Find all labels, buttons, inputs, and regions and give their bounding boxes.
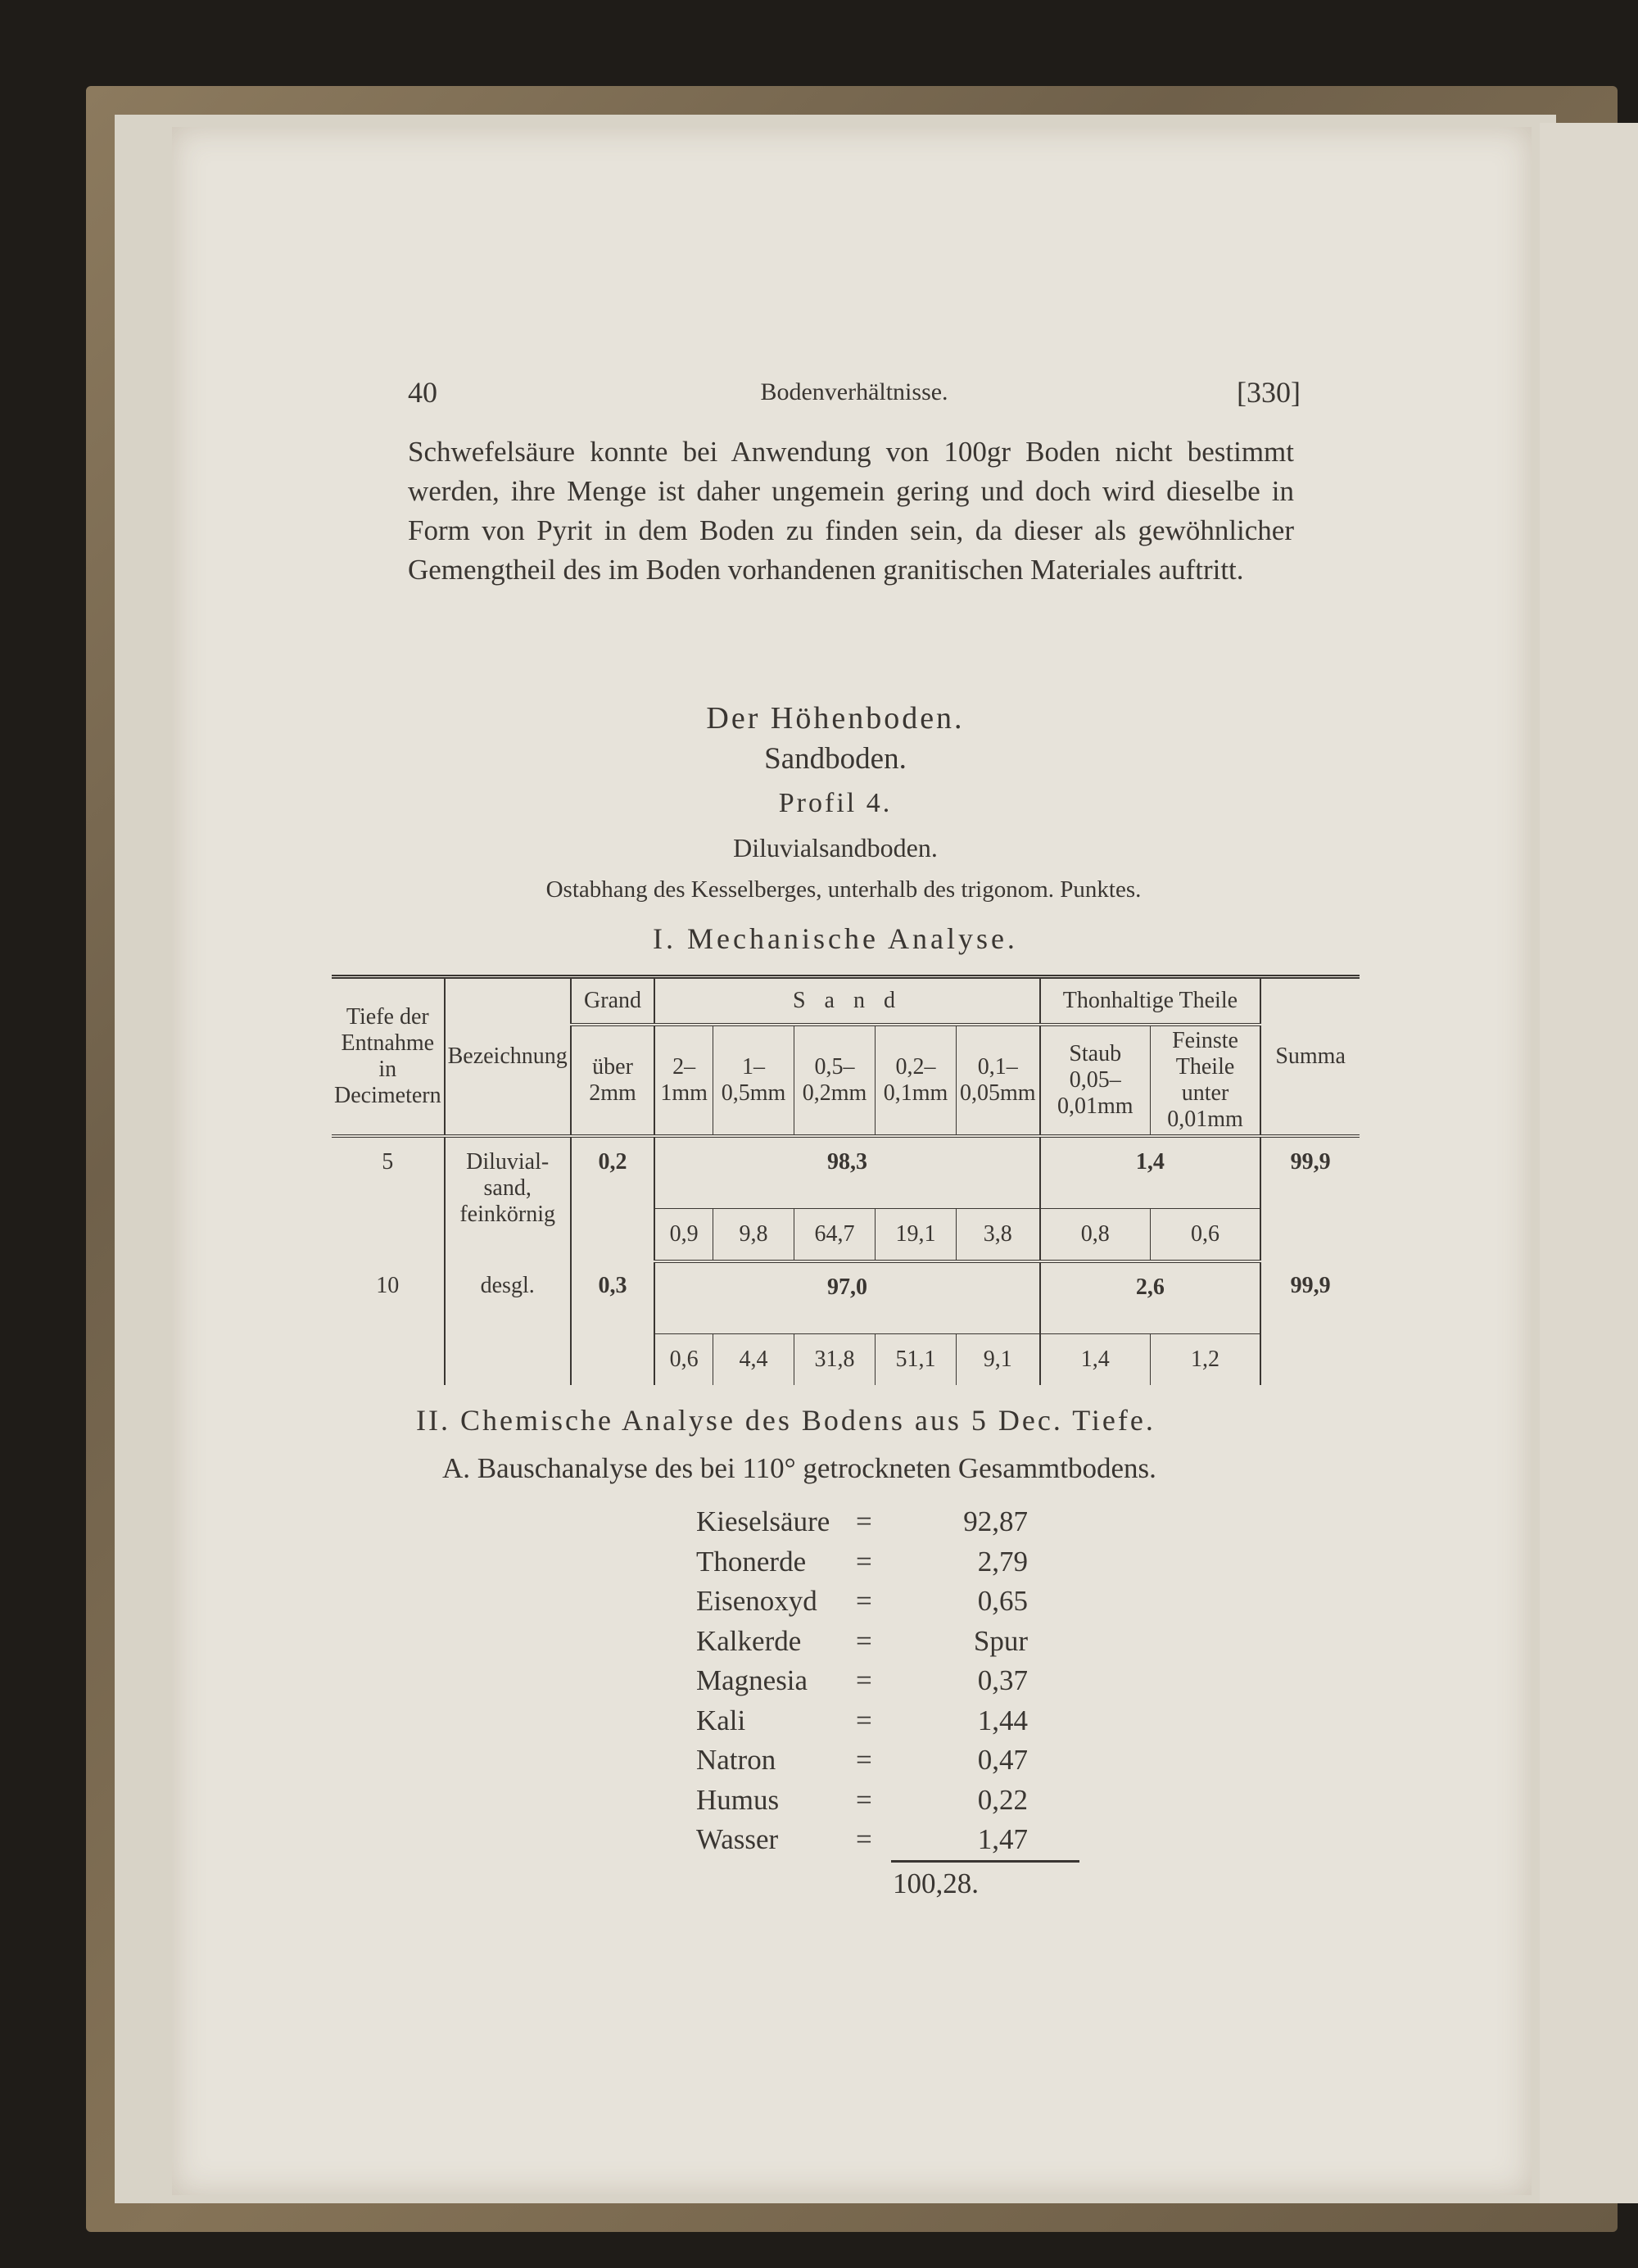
header-thon: Thonhaltige Theile xyxy=(1040,977,1261,1025)
mechanical-analysis-table xyxy=(332,975,1360,1385)
running-head-title: Bodenverhältnisse. xyxy=(760,378,948,405)
header-summa: Summa xyxy=(1260,977,1360,1137)
chem-name: Magnesia xyxy=(696,1664,808,1696)
heading-mechanische-analyse: I. Mechanische Analyse. xyxy=(653,922,1018,955)
row2-grand: 0,3 xyxy=(571,1261,655,1385)
chem-name: Eisenoxyd xyxy=(696,1585,817,1617)
heading-hoehenboden: Der Höhenboden. xyxy=(706,701,965,736)
chem-eq: = xyxy=(856,1823,872,1855)
row1-tiefe: 5 xyxy=(382,1149,394,1175)
section-number: [330] xyxy=(1237,376,1301,409)
row2-sand-total: 97,0 xyxy=(654,1261,1039,1334)
heading-sandboden: Sandboden. xyxy=(764,742,907,776)
chem-name: Kieselsäure xyxy=(696,1505,830,1537)
header-feinste-sub: unter 0,01mm xyxy=(1167,1080,1243,1132)
sum-rule xyxy=(891,1860,1079,1863)
row2-staub: 1,4 xyxy=(1040,1334,1151,1386)
row1-sand-total: 98,3 xyxy=(654,1136,1039,1209)
header-grand: Grand xyxy=(571,977,655,1025)
row2-tiefe: 10 xyxy=(376,1273,400,1298)
row1-grand: 0,2 xyxy=(571,1136,655,1261)
page-number: 40 xyxy=(408,376,437,409)
next-page-edge xyxy=(1540,123,1638,2203)
chem-value: 0,37 xyxy=(977,1664,1028,1696)
chem-eq: = xyxy=(856,1783,872,1816)
heading-location: Ostabhang des Kesselberges, unterhalb des trigonom. Punktes. xyxy=(545,876,1142,903)
row1-sand-4: 19,1 xyxy=(876,1209,957,1262)
header-feinste xyxy=(1150,1025,1260,1136)
chem-value: Spur xyxy=(973,1624,1028,1657)
heading-profil: Profil 4. xyxy=(778,788,893,818)
chem-value: 1,44 xyxy=(977,1704,1028,1736)
row2-bezeichnung: desgl. xyxy=(445,1261,571,1385)
row2-feinste: 1,2 xyxy=(1150,1334,1260,1386)
chem-value: 0,47 xyxy=(977,1744,1028,1776)
chem-eq: = xyxy=(856,1704,872,1736)
header-sand: S a n d xyxy=(654,977,1039,1025)
chem-name: Humus xyxy=(696,1783,780,1816)
header-feinste-label: Feinste Theile xyxy=(1172,1028,1238,1080)
row1-thon-total: 1,4 xyxy=(1040,1136,1261,1209)
row2-sand-4: 51,1 xyxy=(876,1334,957,1386)
row2-summa: 99,9 xyxy=(1260,1261,1360,1385)
chem-value: 1,47 xyxy=(977,1823,1028,1855)
header-staub-label: Staub xyxy=(1069,1041,1122,1066)
chem-name: Kali xyxy=(696,1704,746,1736)
row2-sand-3: 31,8 xyxy=(794,1334,875,1386)
row1-sand-5: 3,8 xyxy=(957,1209,1040,1262)
chem-eq: = xyxy=(856,1664,872,1696)
row2-thon-total: 2,6 xyxy=(1040,1261,1261,1334)
table-row xyxy=(332,1136,1360,1209)
row1-sand-1: 0,9 xyxy=(654,1209,713,1262)
table-row xyxy=(332,1261,1360,1334)
chem-total: 100,28. xyxy=(893,1867,979,1899)
chem-eq: = xyxy=(856,1585,872,1617)
chem-eq: = xyxy=(856,1545,872,1578)
chem-value: 0,65 xyxy=(977,1585,1028,1617)
chem-analysis-heading: II. Chemische Analyse des Bodens aus 5 Dec. Tiefe. xyxy=(416,1404,1156,1437)
row2-sand-2: 4,4 xyxy=(713,1334,794,1386)
row1-feinste: 0,6 xyxy=(1150,1209,1260,1262)
heading-diluvialsandboden: Diluvialsandboden. xyxy=(733,833,938,862)
bauschanalyse-heading: A. Bauschanalyse des bei 110° getrockneten Gesammtbodens. xyxy=(442,1452,1156,1484)
chem-value: 0,22 xyxy=(977,1783,1028,1816)
row1-bezeichnung: Diluvial-sand, feinkörnig xyxy=(445,1136,571,1261)
chem-eq: = xyxy=(856,1505,872,1537)
header-sand-col-4: 0,2–0,1mm xyxy=(876,1025,957,1136)
chem-eq: = xyxy=(856,1744,872,1776)
header-tiefe: Tiefe der Entnahme in Decimetern xyxy=(332,977,445,1137)
row1-sand-3: 64,7 xyxy=(794,1209,875,1262)
chem-name: Kalkerde xyxy=(696,1624,802,1657)
chem-value: 92,87 xyxy=(963,1505,1028,1537)
running-head xyxy=(408,375,1301,416)
header-sand-col-5: 0,1–0,05mm xyxy=(957,1025,1040,1136)
row1-summa: 99,9 xyxy=(1260,1136,1360,1261)
chem-eq: = xyxy=(856,1624,872,1657)
chem-name: Natron xyxy=(696,1744,776,1776)
header-bezeichnung: Bezeichnung xyxy=(445,977,571,1137)
row2-sand-5: 9,1 xyxy=(957,1334,1040,1386)
row1-staub: 0,8 xyxy=(1040,1209,1151,1262)
header-sand-col-3: 0,5–0,2mm xyxy=(794,1025,875,1136)
chem-value: 2,79 xyxy=(977,1545,1028,1578)
chem-name: Thonerde xyxy=(696,1545,807,1578)
chem-name: Wasser xyxy=(696,1823,779,1855)
header-sand-col-1: 2–1mm xyxy=(654,1025,713,1136)
row2-sand-1: 0,6 xyxy=(654,1334,713,1386)
body-paragraph: Schwefelsäure konnte bei Anwendung von 100gr Boden nicht bestimmt werden, ihre Menge ist daher ungemein gering und doch wird dieselbe in Form von Pyrit in dem Boden zu finden sein, da dieser als gewöhnlicher Gemengtheil des im Boden vorhandenen granitischen Materiales auftritt. xyxy=(408,436,1294,586)
row1-sand-2: 9,8 xyxy=(713,1209,794,1262)
header-staub xyxy=(1040,1025,1151,1136)
header-sand-col-2: 1–0,5mm xyxy=(713,1025,794,1136)
header-grand-sub: über 2mm xyxy=(571,1025,655,1136)
header-staub-sub: 0,05–0,01mm xyxy=(1057,1067,1133,1119)
